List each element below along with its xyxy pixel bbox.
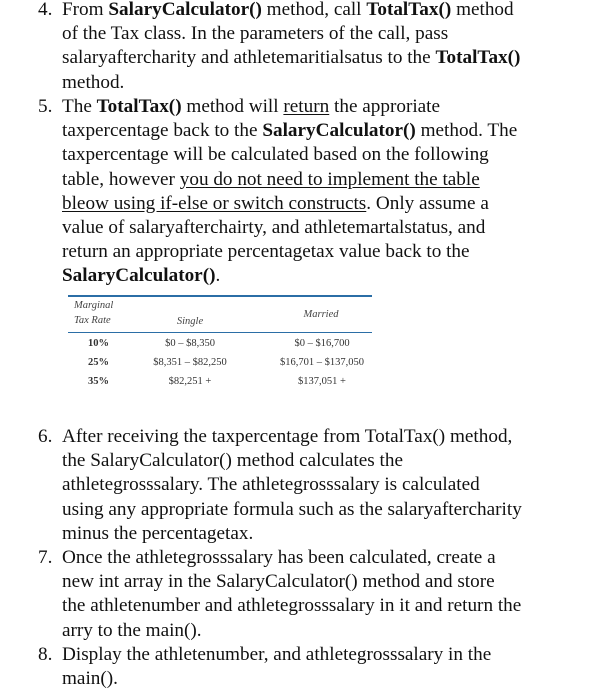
text-line: minus the percentagetax. — [62, 522, 254, 544]
bold-text: SalaryCalculator() — [62, 265, 216, 287]
rate-cell: 25% — [88, 357, 109, 368]
text-line: arry to the main(). — [62, 619, 202, 641]
list-number: 6. — [38, 426, 53, 447]
married-cell: $0 – $16,700 — [294, 338, 350, 349]
text-line: Once the athletegrosssalary has been calculated, create a — [62, 547, 496, 568]
text: . Only assume a — [366, 192, 489, 214]
text: method — [451, 0, 514, 20]
text: salaryaftercharity and athletemaritialsatus to the — [62, 47, 436, 69]
text-line: Display the athletenumber, and athletegrosssalary in the — [62, 644, 492, 665]
single-cell: $8,351 – $82,250 — [153, 357, 227, 368]
list-number: 5. — [38, 96, 53, 117]
text-line: the SalaryCalculator() method calculates the — [62, 450, 403, 472]
text-line — [62, 95, 592, 119]
text: the approriate — [329, 96, 441, 117]
single-cell: $0 – $8,350 — [165, 338, 215, 349]
header-rate-line2: Tax Rate — [74, 315, 111, 326]
rate-cell: 10% — [88, 338, 109, 349]
text-line — [62, 119, 592, 143]
text-line — [62, 0, 592, 22]
list-item-text — [62, 95, 592, 289]
married-cell: $16,701 – $137,050 — [280, 357, 364, 368]
text-line: taxpercentage will be calculated based on the following — [62, 144, 489, 166]
underlined-text: you do not need to implement the table — [179, 168, 480, 190]
list-item-text — [62, 0, 592, 95]
text-line: return an appropriate percentagetax value back to the — [62, 241, 470, 263]
text-line — [62, 168, 592, 192]
header-rate-line1: Marginal — [74, 300, 114, 311]
text-line: value of salaryafterchairty, and athletemartalstatus, and — [62, 217, 486, 239]
text-line — [62, 192, 592, 216]
bold-text: TotalTax() — [96, 96, 182, 117]
text: The — [62, 96, 97, 117]
header-single: Single — [176, 316, 204, 327]
underlined-text: bleow using if-else or switch constructs — [62, 192, 367, 214]
text-line: main(). — [62, 668, 118, 690]
single-cell: $82,251 + — [168, 376, 212, 387]
text-line — [62, 46, 592, 70]
bold-text: SalaryCalculator() — [108, 0, 262, 20]
text: method. The — [415, 120, 518, 142]
text-line: the athletenumber and athletegrosssalary in it and return the — [62, 595, 522, 617]
text-line: After receiving the taxpercentage from TotalTax() method, — [62, 426, 513, 447]
tax-rate-table — [68, 295, 372, 395]
text-line: method. — [62, 71, 125, 93]
list-number: 8. — [38, 644, 53, 665]
underlined-text: return — [283, 96, 330, 117]
list-item-text — [62, 425, 592, 546]
text-line: using any appropriate formula such as the salaryaftercharity — [62, 498, 522, 520]
table-header-rule — [68, 332, 372, 333]
list-item-text — [62, 643, 592, 691]
text: method, call — [261, 0, 367, 20]
text: taxpercentage back to the — [62, 120, 263, 142]
list-number: 4. — [38, 0, 53, 20]
bold-text: TotalTax() — [366, 0, 452, 20]
header-married: Married — [303, 309, 339, 320]
table-top-rule — [68, 295, 372, 297]
bold-text: SalaryCalculator() — [262, 120, 416, 142]
text-line: athletegrosssalary. The athletegrosssalary is calculated — [62, 474, 480, 496]
list-item-text — [62, 546, 592, 643]
text-line: of the Tax class. In the parameters of the call, pass — [62, 23, 449, 45]
text-line — [62, 264, 592, 288]
list-number: 7. — [38, 547, 53, 568]
text: table, however — [62, 168, 180, 190]
bold-text: TotalTax() — [435, 47, 521, 69]
text: . — [215, 265, 221, 287]
text-line: new int array in the SalaryCalculator() method and store — [62, 571, 495, 593]
text: method will — [181, 96, 284, 117]
text: From — [62, 0, 109, 20]
married-cell: $137,051 + — [298, 376, 346, 387]
rate-cell: 35% — [88, 376, 109, 387]
